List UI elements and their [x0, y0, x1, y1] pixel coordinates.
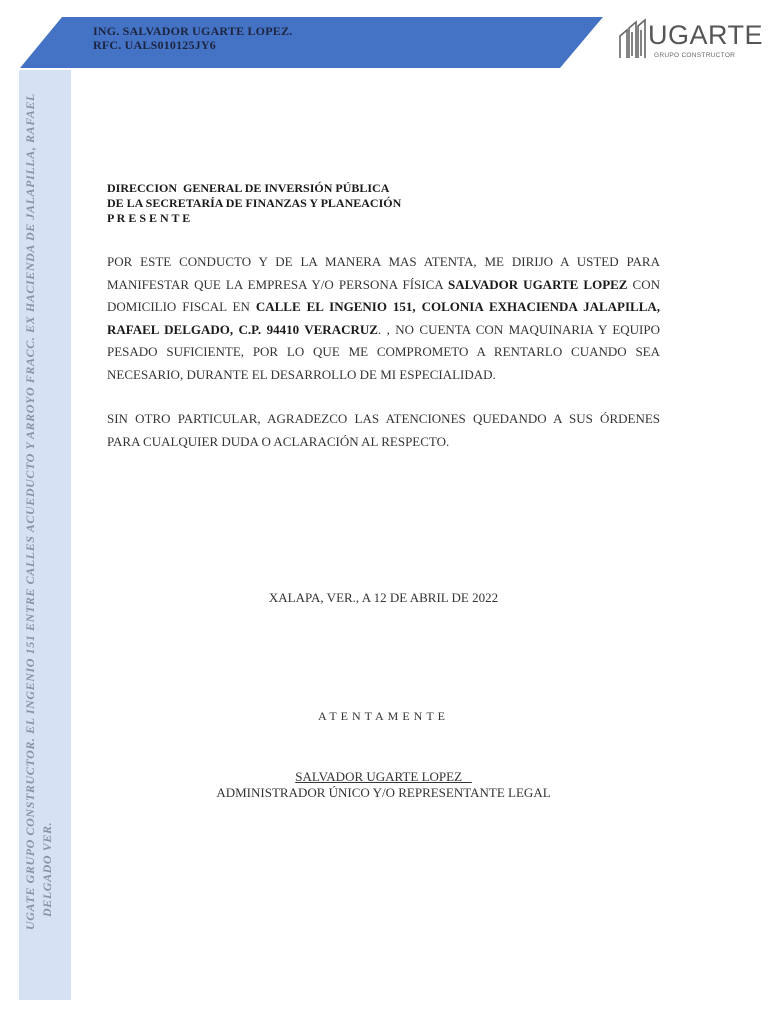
- p1-text-c: . , NO CUENTA CON MAQUINARIA Y EQUIPO PESADO SUFICIENTE, POR LO QUE ME COMPROMETO A RENTARLO CUANDO SEA NECESARIO, DURANTE EL DESARROLLO DE MI ESPECIALIDAD.: [107, 321, 660, 382]
- place-date: XALAPA, VER., A 12 DE ABRIL DE 2022: [268, 590, 499, 605]
- recipient-line2: DE LA SECRETARÍA DE FINANZAS Y PLANEACIÓN: [107, 196, 402, 210]
- p1-company-name: SALVADOR UGARTE LOPEZ: [448, 276, 628, 292]
- signature-title: ADMINISTRADOR ÚNICO Y/O REPRESENTANTE LEGAL: [216, 785, 551, 800]
- company-logo: [612, 12, 764, 68]
- sidebar-address-line2: DELGADO VER.: [40, 821, 54, 917]
- recipient-block: [107, 181, 401, 226]
- closing: ATENTAMENTE: [317, 709, 450, 723]
- signature-name-text: SALVADOR UGARTE LOPEZ: [295, 769, 463, 784]
- body-paragraph-2: SIN OTRO PARTICULAR, AGRADEZCO LAS ATENCIONES QUEDANDO A SUS ÓRDENES PARA CUALQUIER DUDA O ACLARACIÓN AL RESPECTO.: [107, 411, 660, 449]
- logo-subtitle: GRUPO CONSTRUCTOR: [654, 52, 736, 59]
- signature-name: [107, 769, 660, 785]
- logo-wordmark: UGARTE: [648, 20, 764, 50]
- header-band: [0, 0, 768, 70]
- p1-text-b: CON DOMICILIO FISCAL EN: [107, 276, 661, 314]
- p1-text-a: POR ESTE CONDUCTO Y DE LA MANERA MAS ATENTA, ME DIRIJO A USTED PARA MANIFESTAR QUE LA EMPRESA Y/O PERSONA FÍSICA: [107, 254, 660, 292]
- p1-address: CALLE EL INGENIO 151, COLONIA EXHACIENDA JALAPILLA, RAFAEL DELGADO, C.P. 94410 VERACRUZ: [107, 299, 660, 337]
- header-text: [93, 24, 292, 52]
- sidebar-address: [22, 90, 56, 930]
- body-paragraph-1: [107, 251, 660, 386]
- header-rfc: RFC. UALS010125JY6: [93, 38, 216, 52]
- recipient-line1: DIRECCION GENERAL DE INVERSIÓN PÚBLICA: [107, 181, 390, 195]
- recipient-greeting: P R E S E N T E: [107, 211, 191, 225]
- header-name: ING. SALVADOR UGARTE LOPEZ.: [93, 24, 293, 38]
- sidebar-address-line1: UGATE GRUPO CONSTRUCTOR. EL INGENIO 151 ENTRE CALLES ACUEDUCTO Y ARROYO FRACC. EX HACIENDA DE JALAPILLA, RAFAEL: [23, 93, 37, 930]
